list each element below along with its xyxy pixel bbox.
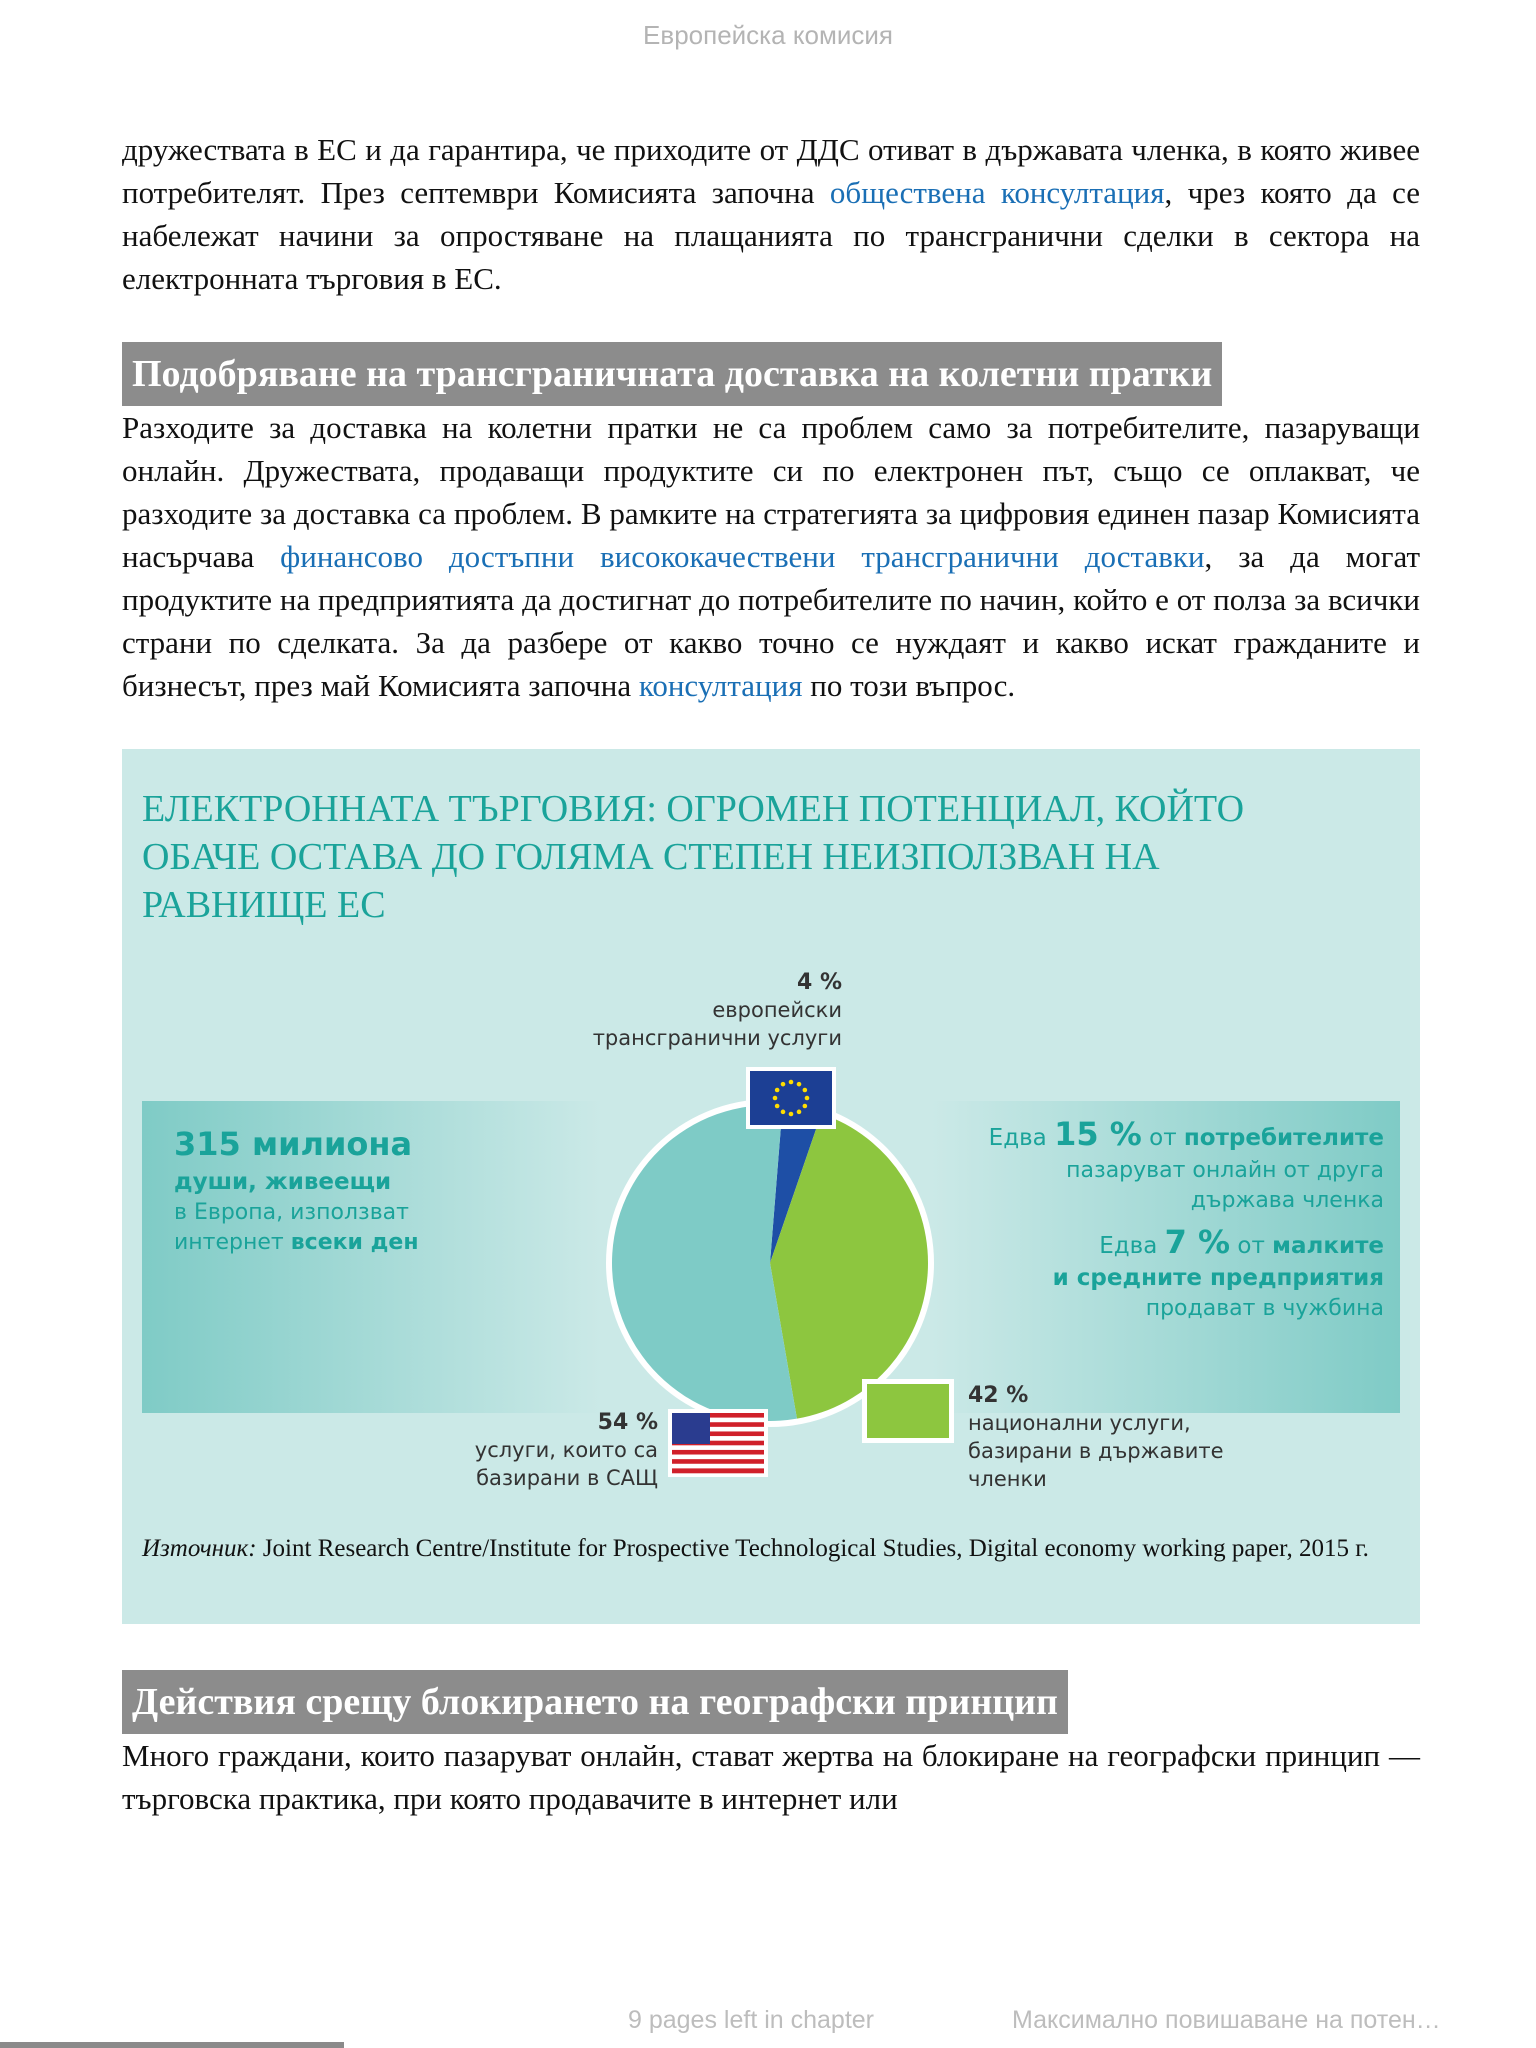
eu-star: [775, 1104, 780, 1109]
affordable-delivery-link[interactable]: финансово достъпни висококачествени трансгранични доставки: [280, 539, 1205, 574]
us-stripe: [672, 1464, 764, 1469]
eu-star: [773, 1096, 778, 1101]
slice-label-national-line2: базирани в държавите: [968, 1439, 1224, 1463]
consultation-link[interactable]: консултация: [638, 668, 803, 703]
eu-star: [803, 1088, 808, 1093]
paragraph-parcel-text-1: Разходите за доставка на колетни пратки не са проблем само за потребителите, пазаруващи онлайн. Дружествата, продаващи продуктите си по електронен път, също се оплакват, че разходите за доставка са проблем. В рамките на стратегията за цифровия единен пазар Комисията насърчава: [122, 410, 1420, 574]
stat-315-line3a: интернет: [174, 1230, 291, 1255]
pie-chart: [612, 1105, 928, 1421]
paragraph-parcel-text-2: , за да могат продуктите на предприятията да достигнат до потребителите по начин, който е от полза за всички страни по сделката. За да разбере от какво точно се нуждаят и какво искат гражданите и бизнесът, през май Комисията започна: [122, 539, 1420, 703]
stat-315-line3: [174, 1230, 419, 1255]
pie-slice-us: [612, 1105, 797, 1421]
source-label: Източник:: [142, 1535, 257, 1562]
stat-315-line2: в Европа, използват: [174, 1200, 409, 1225]
section-heading-parcel-delivery: Подобряване на трансграничната доставка на колетни пратки: [122, 342, 1222, 406]
us-stripe: [672, 1459, 764, 1464]
slice-label-us-line1: услуги, които са: [474, 1438, 658, 1462]
stat-15-consumers: потребителите: [1183, 1125, 1384, 1151]
stat-7-from: от: [1230, 1233, 1273, 1259]
slice-label-us-line2: базирани в САЩ: [476, 1466, 658, 1490]
eu-star: [789, 1112, 794, 1117]
paragraph-geoblocking: Много граждани, които пазаруват онлайн, стават жертва на блокиране на географски принцип — търговска практика, при която продавачите в интернет или: [122, 1738, 1420, 1816]
us-stripe: [672, 1455, 764, 1460]
stat-7-prefix: Едва: [1099, 1233, 1165, 1259]
stat-7-line3: продават в чужбина: [1145, 1296, 1384, 1321]
slice-label-national-line1: национални услуги,: [968, 1411, 1191, 1435]
infobox-title: ЕЛЕКТРОННАТА ТЪРГОВИЯ: ОГРОМЕН ПОТЕНЦИАЛ, КОЙТО ОБАЧЕ ОСТАВА ДО ГОЛЯМА СТЕПЕН НЕИЗПОЛЗВАН НА РАВНИЩЕ ЕС: [142, 788, 1245, 926]
paragraph-vat-text-end: , чрез която да се набележат начини за опростяване на плащанията по трансгранични сделки в сектора на електронната търговия в ЕС.: [122, 175, 1420, 296]
eu-star: [775, 1088, 780, 1093]
stat-15-from: от: [1141, 1125, 1184, 1151]
slice-label-eu-line2: трансгранични услуги: [592, 1026, 842, 1050]
eu-star: [781, 1082, 786, 1087]
eu-star: [805, 1096, 810, 1101]
slice-label-eu-line1: европейски: [712, 998, 842, 1022]
eu-star: [789, 1080, 794, 1085]
us-stripe: [672, 1468, 764, 1473]
stat-7-line2: и средните предприятия: [1052, 1265, 1384, 1291]
eu-star: [797, 1110, 802, 1115]
stat-315-million: 315 милиона: [174, 1125, 413, 1163]
ecommerce-infobox: [122, 749, 1420, 1624]
us-stripe: [672, 1450, 764, 1455]
stat-15-line3: държава членка: [1190, 1188, 1384, 1213]
eu-star: [803, 1104, 808, 1109]
paragraph-parcel-text-3: по този въпрос.: [802, 668, 1016, 703]
slice-label-national-pct: 42 %: [968, 1383, 1029, 1408]
ecommerce-infographic: [122, 749, 1420, 1529]
us-flag-icon: [668, 1409, 768, 1477]
national-legend-box: [867, 1384, 949, 1438]
eu-star: [797, 1082, 802, 1087]
slice-label-us-pct: 54 %: [597, 1410, 658, 1435]
infobox-source: [142, 1533, 1392, 1565]
page-content: [122, 128, 1420, 1820]
slice-label-eu-pct: 4 %: [796, 970, 842, 995]
stat-15-line2: пазаруват онлайн от друга: [1066, 1158, 1384, 1183]
next-chapter-link[interactable]: Максимално повишаване на потен…: [1012, 2006, 1441, 2034]
paragraph-parcel-delivery: [122, 406, 1420, 707]
stat-7-small: малките: [1272, 1233, 1384, 1259]
eu-star: [781, 1110, 786, 1115]
stat-15-number: 15 %: [1054, 1115, 1142, 1153]
reading-progress-bar: [0, 2042, 344, 2048]
running-header: Европейска комисия: [643, 20, 893, 50]
eu-flag-icon: [746, 1067, 836, 1129]
stat-15-prefix: Едва: [988, 1125, 1055, 1151]
stat-7-number: 7 %: [1164, 1223, 1231, 1261]
pages-left-label: 9 pages left in chapter: [628, 2006, 874, 2034]
paragraph-vat: [122, 128, 1420, 300]
stat-315-line1: души, живеещи: [174, 1169, 392, 1195]
slice-label-national-line3: членки: [968, 1467, 1047, 1491]
us-stripe: [672, 1445, 764, 1450]
paragraph-vat-text: дружествата в ЕС и да гарантира, че приходите от ДДС отиват в държавата членка, в която живее потребителят. През септември Комисията започна: [122, 132, 1420, 210]
section-heading-geoblocking: Действия срещу блокирането на географски принцип: [122, 1670, 1068, 1734]
public-consultation-link[interactable]: обществена консултация: [829, 175, 1165, 210]
source-text: Joint Research Centre/Institute for Prospective Technological Studies, Digital economy working paper, 2015 г.: [256, 1535, 1369, 1562]
stat-315-line3b: всеки ден: [290, 1230, 419, 1255]
